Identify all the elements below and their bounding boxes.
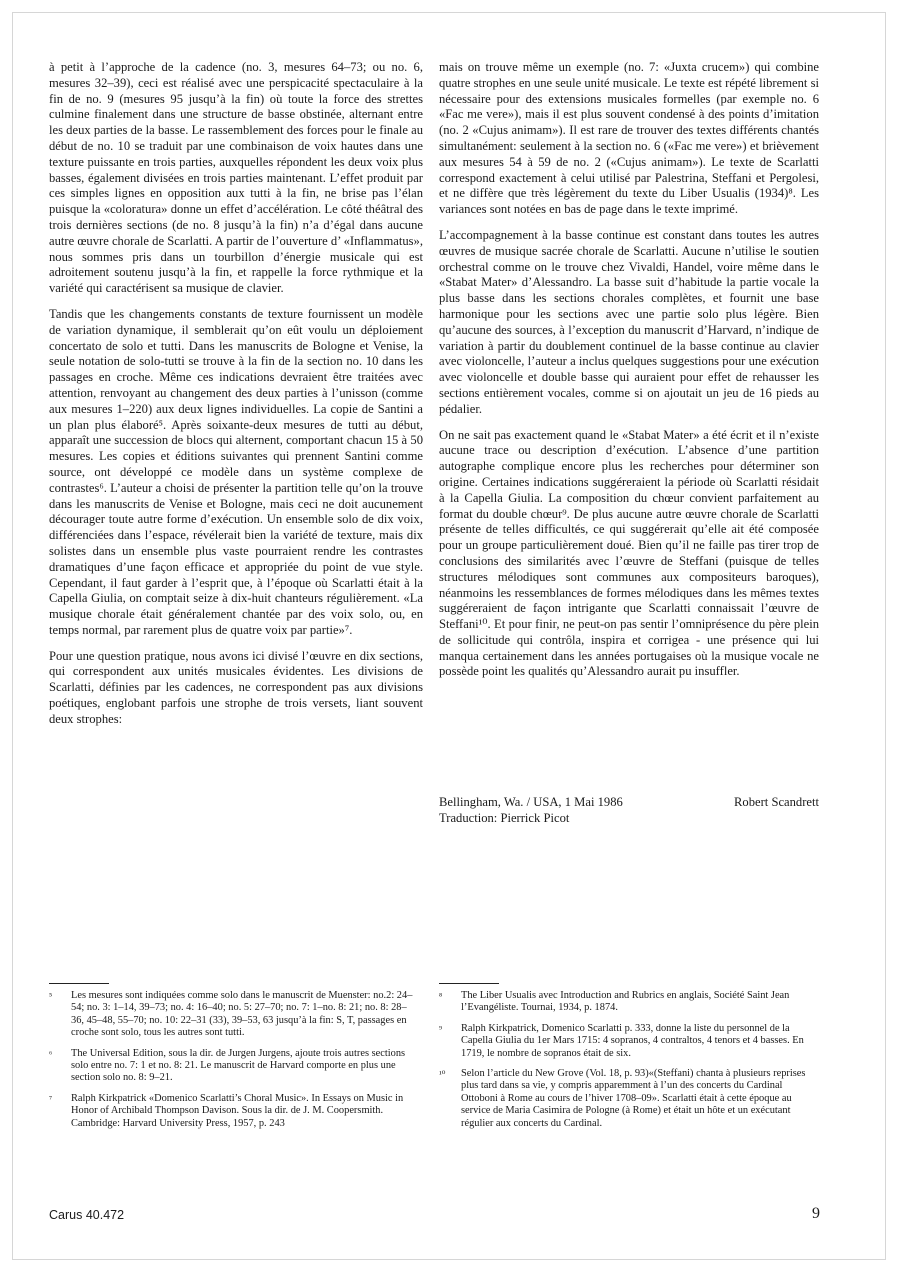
left-text-column bbox=[49, 60, 423, 738]
author-name: Robert Scandrett bbox=[734, 795, 819, 809]
translation-credit: Traduction: Pierrick Picot bbox=[439, 810, 570, 825]
footnote-text: Ralph Kirkpatrick «Domenico Scarlatti’s Choral Music». In Essays on Music in Honor of Archibald Thompson Davison. Sous la dir. de J. M. Coopersmith. Cambridge: Harvard University Press, 1957, p. 243 bbox=[71, 1092, 404, 1129]
footnote-text: Ralph Kirkpatrick, Domenico Scarlatti p. 333, donne la liste du personnel de la Capella Giulia du 1er Mars 1715: 4 sopranos, 4 contraltos, 4 tenors et 4 basses. En 1719, le nombre de sopranos était de six. bbox=[461, 1022, 804, 1059]
footnote-number: ⁵ bbox=[49, 991, 53, 1001]
footnote-number: ¹⁰ bbox=[439, 1069, 446, 1080]
body-paragraph: Pour une question pratique, nous avons ici divisé l’œuvre en dix sections, qui correspondent aux unités musicales évidentes. Les divisions de Scarlatti, définies par les cadences, ne correspondent pas aux divisions poétiques, englobant parfois une strophe de trois versets, liant souvent deux strophes: bbox=[49, 648, 423, 726]
body-paragraph: L’accompagnement à la basse continue est constant dans toutes les autres œuvres de musique sacrée chorale de Scarlatti. Aucune n’utilise le soutien orchestral comme on le trouve chez Vivaldi, Handel, voire même dans le «Stabat Mater» d’Alessandro. La basse suit d’habitude la partie vocale la plus basse dans les sections chorales complètes, et fournit une base harmonique pour les sections avec une partie solo plus légère. Bien qu’aucune des sources, à l’exception du manuscrit d’Harvard, n’indique de variation à partir du doublement continuel de la basse continue au clavier avec violoncelle, l’auteur a inclus quelques suggestions pour une exécution avec violoncelle et double basse qui auraient pour effet de rehausser les sections entièrement vocales, comme si on ajoutait un jeu de 16 pieds au pédalier. bbox=[439, 227, 819, 416]
footnote bbox=[49, 990, 419, 1040]
signature-block bbox=[439, 795, 819, 827]
footnote-text: The Universal Edition, sous la dir. de Jurgen Jurgens, ajoute trois autres sections solo entre no. 7: 1 et no. 8: 21. Le manuscrit de Harvard comporte en plus une section solo no. 8: 9–21. bbox=[71, 1047, 406, 1084]
body-paragraph: Tandis que les changements constants de texture fournissent un modèle de variation dynamique, il semblerait qu’on eût voulu un déploiement concertato de solo et tutti. Dans les manuscrits de Bologne et Venise, la seule notation de solo-tutti se trouve à la fin de la section no. 10 dans les passages en croche. Même ces indications devraient être traitées avec attention, renvoyant au changement des deux parties à l’unisson (comme aux mesures 1–220) aux deux lignes individuelles. La copie de Santini a un plan plus élaboré⁵. Après soixante-deux mesures de tutti au début, apparaît une succession de blocs qui alternent, comportant chacun 15 à 50 mesures. Les copies et éditions suivantes qui prennent Santini comme source, ont développé ce modèle dans un système complexe de contrastes⁶. L’auteur a choisi de présenter la partition telle qu’on la trouve dans les manuscrits de Venise et Bologne, mais ceci ne doit aucunement décourager toute autre forme d’exécution. Un ensemble solo de dix voix, différenciées dans l’espace, révélerait bien la variété de texture, mais dix solistes dans un ensemble plus vaste pourraient rendre les contrastes dramatiques d’une façon efficace et appropriée du point de vue style. Cependant, il faut garder à l’esprit que, à l’époque où Scarlatti était à la Capella Giulia, on comptait seize à dix-huit chanteurs régulièrement. «La musique chorale était généralement chantée par des voix solo, ou, en temps normal, par rarement plus de quatre voix par partie»⁷. bbox=[49, 306, 423, 637]
footnote bbox=[49, 1048, 419, 1085]
body-paragraph: On ne sait pas exactement quand le «Stabat Mater» a été écrit et il n’existe aucune trace ou description d’exécution. L’absence d’une partition autographe complique encore plus les recherches pour déterminer son origine. Certaines indications suggéreraient la période où Scarlatti résidait à la Capella Giulia. La composition du chœur convient parfaitement au format du double chœur⁹. De plus aucune autre œuvre chorale de Scarlatti présente de telles difficultés, ce qui suggérerait qu’elle ait été composée pour un groupe particulièrement doué. Bien qu’il ne faille pas tirer trop de conclusions des similarités avec l’œuvre de Steffani (puisque de telles structures mélodiques sont communes aux compositeurs baroques), néanmoins les ressemblances de formes mélodiques dans les mêmes textes suggéreraient de façon intrigante que Scarlatti connaissait l’œuvre de Steffani¹⁰. Et pour finir, ne peut-on pas sentir l’omniprésence du père plein de sollicitude qui contrôla, inspira et corrigea - une présence qui lui manqua certainement dans les années portugaises où la musique vocale ne possède point les qualités qu’Alessandro aurait pu insuffler. bbox=[439, 427, 819, 679]
footnote-number: ⁸ bbox=[439, 991, 443, 1001]
footnote-divider bbox=[439, 983, 499, 984]
right-text-column bbox=[439, 60, 819, 690]
footnote-divider bbox=[49, 983, 109, 984]
footnotes-right bbox=[439, 990, 809, 1138]
place-date: Bellingham, Wa. / USA, 1 Mai 1986 bbox=[439, 795, 623, 809]
body-paragraph: à petit à l’approche de la cadence (no. 3, mesures 64–73; ou no. 6, mesures 32–39), ceci est réalisé avec une perspicacité spectaculaire à la fin de no. 9 (mesures 95 jusqu’à la fin) où toute la force des strettes culmine finalement dans une structure de basse obstinée, alternant entre les deux parties de la basse. Le rassemblement des forces pour le finale au début de no. 10 se traduit par une combinaison de voix hautes dans une texture puissante en trois parties, auxquelles répondent les deux voix plus basses, également divisées en trois parties maintenant. L’effet produit par ces simples lignes en opposition aux tutti à la fin, ne brise pas l’élan puisque la «coloratura» donne un effet d’accélération. Le côté théâtral des trois dernières sections (de no. 8 jusqu’à la fin) n’a d’égal dans aucune autre œuvre chorale de Scarlatti. A partir de l’ouverture d’ «Inflammatus», nous sommes pris dans un tourbillon d’énergie musicale qui est adroitement soutenu jusqu’à la fin, et rappelle la force rythmique et la variété qui caractérisent sa musique de clavier. bbox=[49, 60, 423, 296]
footnote-number: ⁶ bbox=[49, 1048, 53, 1059]
footnote-text: The Liber Usualis avec Introduction and Rubrics en anglais, Société Saint Jean l’Evangéliste. Tournai, 1934, p. 1874. bbox=[461, 990, 790, 1014]
footnote bbox=[439, 990, 809, 1015]
catalog-number: Carus 40.472 bbox=[49, 1208, 125, 1222]
footnote-number: ⁹ bbox=[439, 1023, 443, 1034]
footnote-number: ⁷ bbox=[49, 1093, 53, 1104]
footnote-text: Selon l’article du New Grove (Vol. 18, p. 93)«(Steffani) chanta à plusieurs reprises plus tard dans sa vie, y compris apparemment à l’un des concerts du Cardinal Ottoboni à Rome au cours de l’hiver 1708–09». Scarlatti était à cette époque au service de Maria Casimira de Pologne (à Rome) et était un hôte et un exécutant régulier aux concerts du Cardinal. bbox=[461, 1068, 806, 1129]
body-paragraph: mais on trouve même un exemple (no. 7: «Juxta crucem») qui combine quatre strophes en une seule unité musicale. Le texte est répété librement si nécessaire pour des extensions musicales formelles (par exemple no. 6 «Fac me vere»), mais il est plus souvent condensé à des points d’imitation (no. 2 «Cujus animam»). Il est rare de trouver des textes différents chantés simultanément: seulement à la section no. 6 («Fac me vere») et brièvement aux mesures 54 à 59 de no. 2 («Cujus animam»). Le texte de Scarlatti correspond exactement à celui utilisé par Palestrina, Steffani et Pergolesi, et ne diffère que très légèrement du texte du Liber Usualis (1934)⁸. Les variances sont notées en bas de page dans le texte imprimé. bbox=[439, 60, 819, 217]
footnote bbox=[49, 1093, 419, 1130]
footnotes-left bbox=[49, 990, 419, 1138]
footnote-text: Les mesures sont indiquées comme solo dans le manuscrit de Muenster: no.2: 24–54; no. 3: 1–14, 39–73; no. 4: 16–40; no. 5: 27–70; no. 7: 1–no. 8: 21; no. 8: 28–36, 45–48, 55–70; no. 10: 22–31 (33), 39–53, 63 jusqu’à la fin: S, T, passages en croche sont solo, tous les autres sont tutti. bbox=[71, 990, 413, 1039]
page-number: 9 bbox=[812, 1205, 820, 1222]
footnote bbox=[439, 1068, 809, 1130]
footnote bbox=[439, 1023, 809, 1060]
